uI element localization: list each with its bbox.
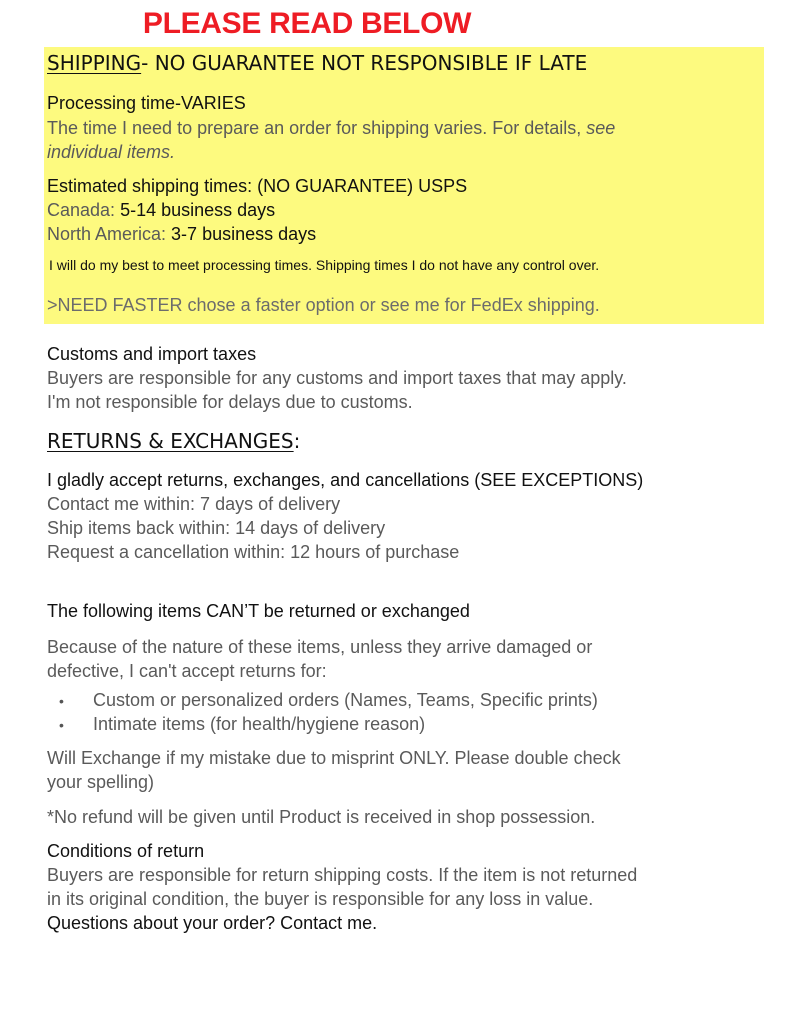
list-item: Custom or personalized orders (Names, Teams, Specific prints) — [93, 690, 598, 710]
customs-line-2: I'm not responsible for delays due to customs. — [47, 392, 413, 412]
bullet-icon: • — [59, 717, 64, 733]
conditions-line-1: Buyers are responsible for return shipping costs. If the item is not returned — [47, 865, 638, 885]
best-effort-note: I will do my best to meet processing times. Shipping times I do not have any control over. — [49, 257, 600, 273]
refund-note: *No refund will be given until Product is received in shop possession. — [47, 807, 596, 827]
customs-line-1: Buyers are responsible for any customs and import taxes that may apply. — [47, 368, 627, 388]
shipping-heading: SHIPPING- NO GUARANTEE NOT RESPONSIBLE IF LATE — [47, 51, 588, 75]
conditions-title: Conditions of return — [47, 841, 205, 861]
conditions-line-2: in its original condition, the buyer is responsible for any loss in value. — [47, 889, 594, 909]
list-item: Intimate items (for health/hygiene reason) — [93, 714, 426, 734]
exchange-line-1: Will Exchange if my mistake due to misprint ONLY. Please double check — [47, 748, 621, 768]
exceptions-line-1: Because of the nature of these items, unless they arrive damaged or — [47, 637, 593, 657]
bullet-icon: • — [59, 693, 64, 709]
exceptions-title: The following items CAN’T be returned or exchanged — [47, 601, 470, 621]
canada-time: Canada: 5-14 business days — [47, 200, 276, 220]
north-america-time: North America: 3-7 business days — [47, 224, 317, 244]
returns-contact: Contact me within: 7 days of delivery — [47, 494, 341, 514]
returns-heading: RETURNS & EXCHANGES: — [47, 429, 301, 453]
returns-accept: I gladly accept returns, exchanges, and cancellations (SEE EXCEPTIONS) — [47, 470, 644, 490]
customs-title: Customs and import taxes — [47, 344, 257, 364]
exceptions-line-2: defective, I can't accept returns for: — [47, 661, 327, 681]
returns-ship-back: Ship items back within: 14 days of delivery — [47, 518, 386, 538]
page-title: PLEASE READ BELOW — [142, 7, 472, 40]
estimated-title: Estimated shipping times: (NO GUARANTEE) USPS — [47, 176, 468, 196]
exchange-line-2: your spelling) — [47, 772, 155, 792]
questions-contact: Questions about your order? Contact me. — [47, 913, 378, 933]
returns-cancel: Request a cancellation within: 12 hours of purchase — [47, 542, 460, 562]
processing-text: The time I need to prepare an order for shipping varies. For details, see — [47, 118, 616, 138]
processing-title: Processing time-VARIES — [47, 93, 246, 113]
processing-text-cont: individual items. — [47, 142, 176, 162]
faster-shipping-note: >NEED FASTER chose a faster option or see me for FedEx shipping. — [47, 295, 600, 315]
